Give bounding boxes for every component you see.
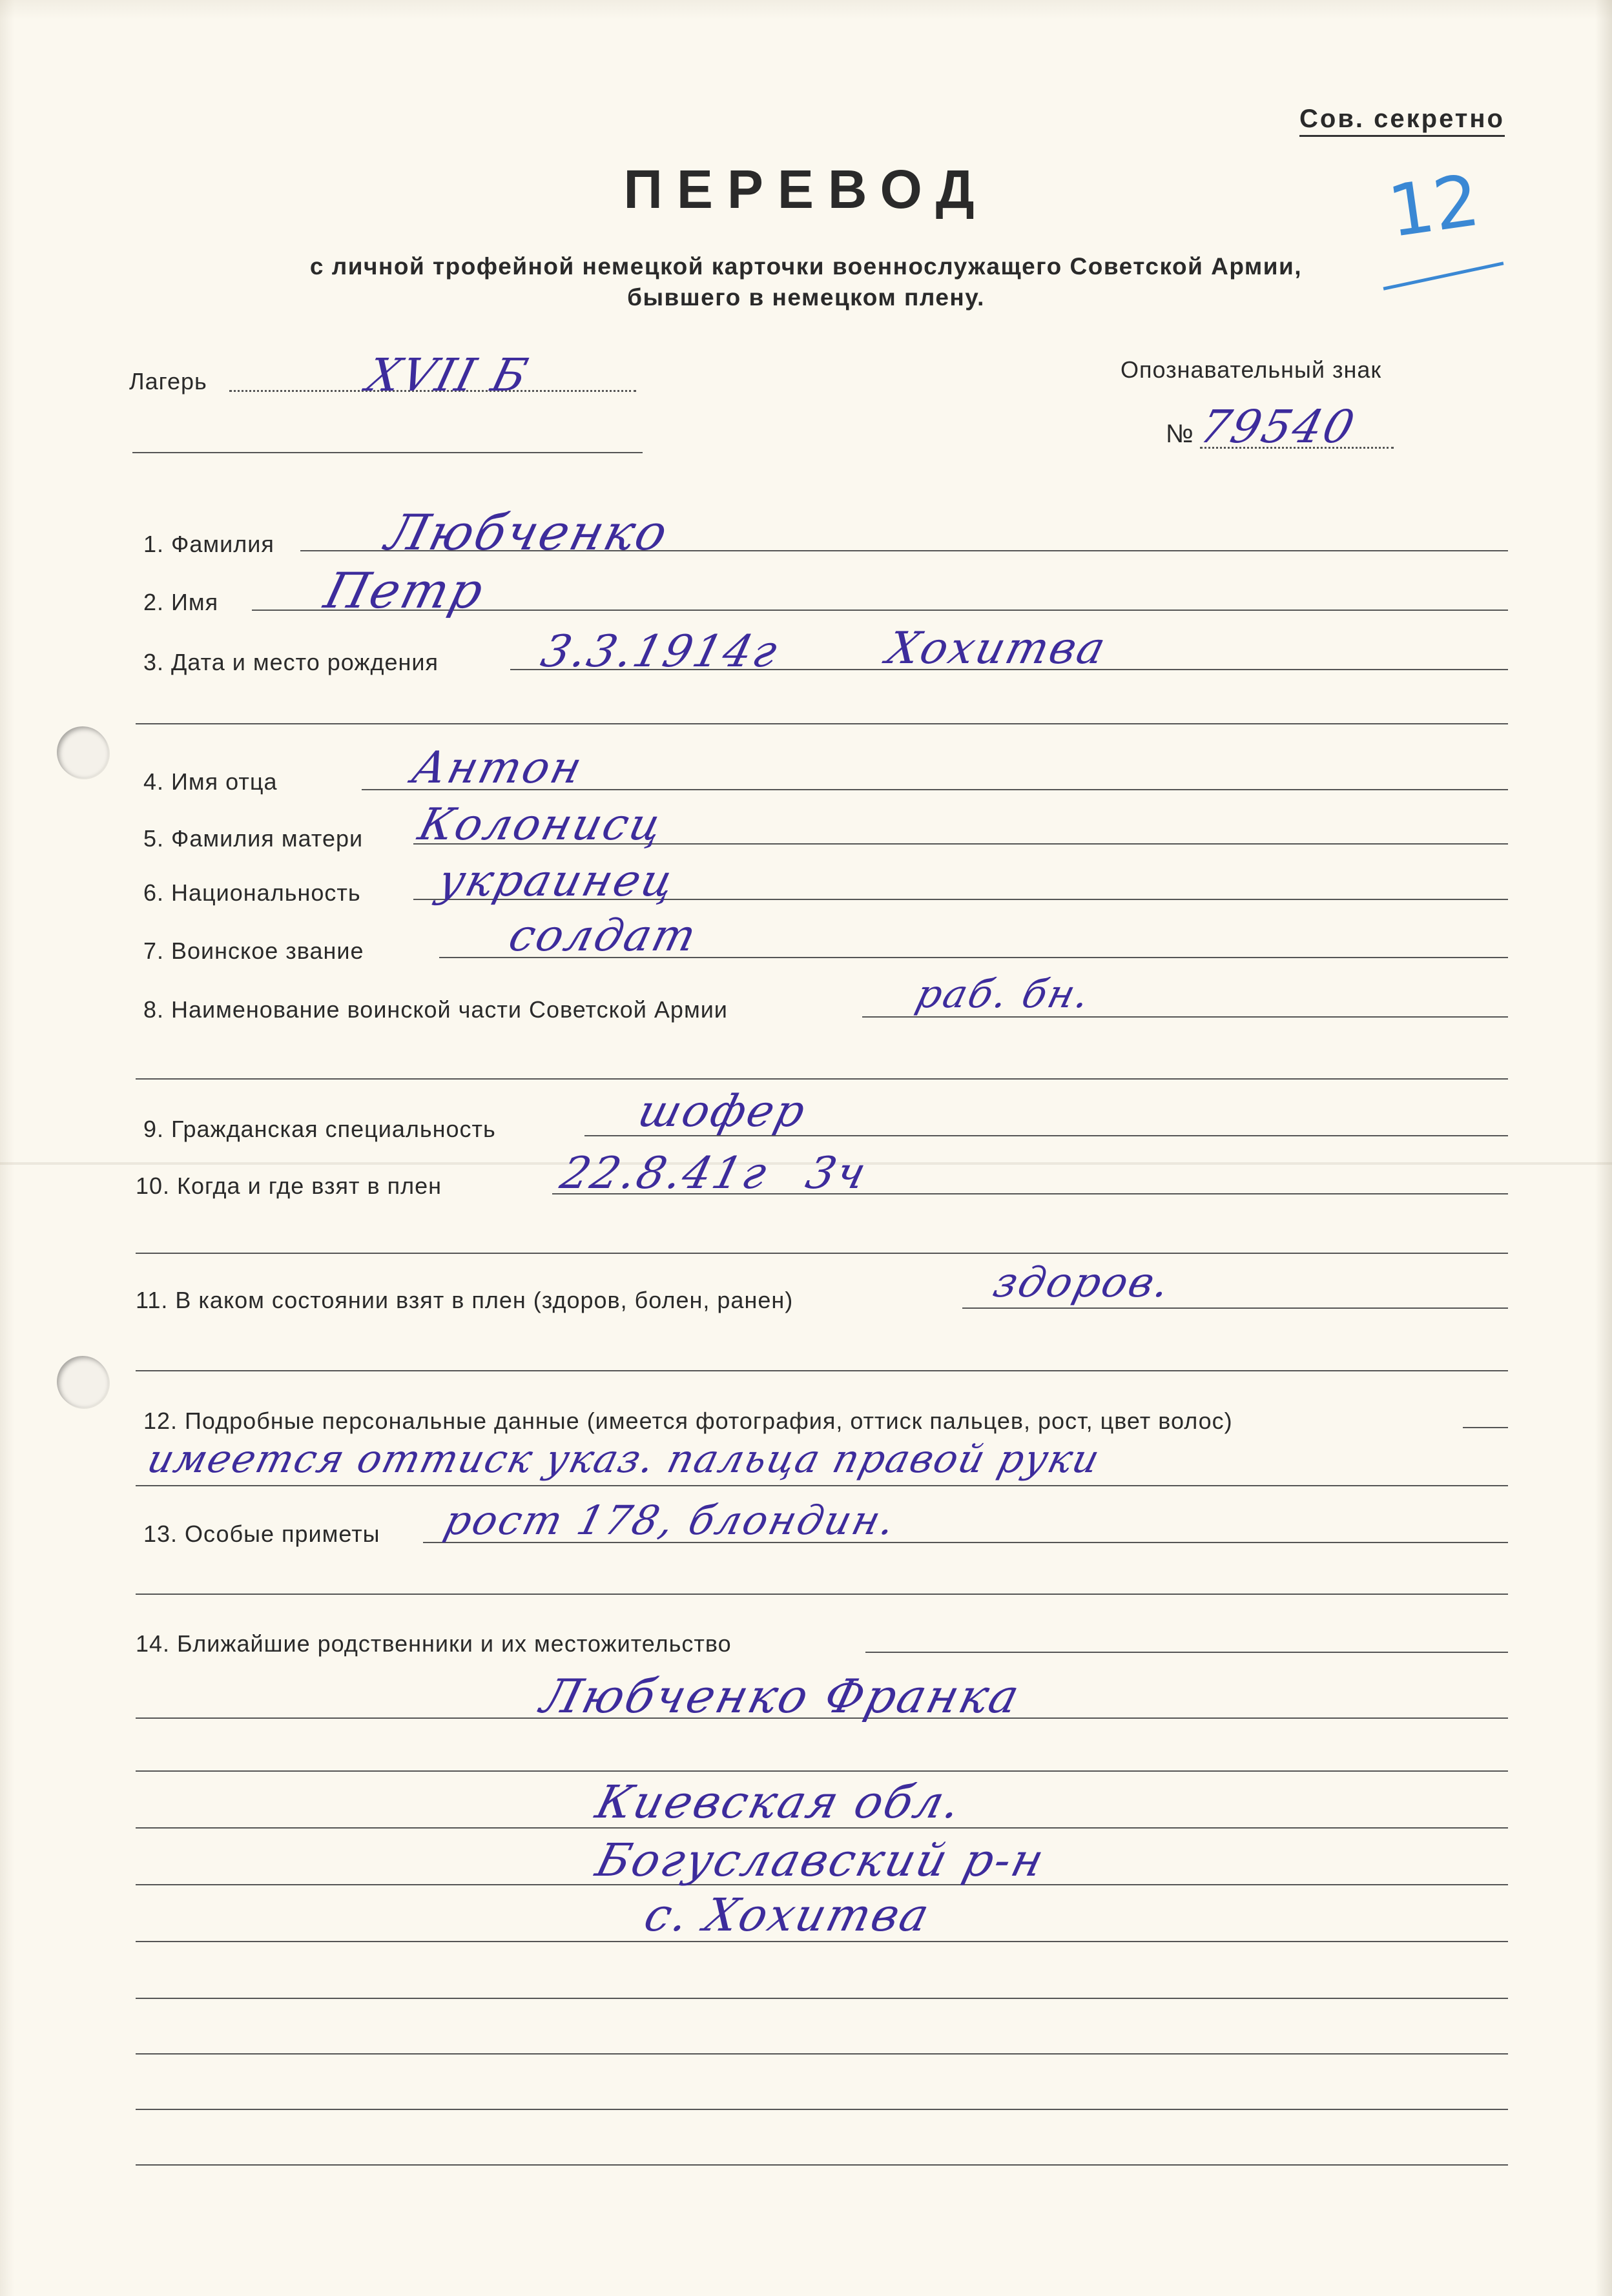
field-12-label: 12. Подробные персональные данные (имеется фотография, оттиск пальцев, рост, цвет волос) (143, 1408, 1233, 1434)
field-8-continuation-line (136, 1078, 1508, 1080)
camp-value: XVII Б (361, 349, 535, 402)
field-11-label: 11. В каком состоянии взят в плен (здоров, болен, ранен) (136, 1287, 794, 1313)
field-3-label: 3. Дата и место рождения (143, 649, 439, 675)
field-14-line-9 (136, 2109, 1508, 2110)
field-11-continuation-line (136, 1370, 1508, 1371)
id-tag-value: 79540 (1194, 400, 1361, 453)
field-14-address-line-2: Богуславский р-н (590, 1834, 1051, 1887)
field-12-value: имеется оттиск указ. пальца правой руки (143, 1437, 1106, 1482)
subtitle-line-2: бывшего в немецком плену. (627, 284, 985, 311)
field-14-relative-value: Любченко Франка (535, 1669, 1027, 1723)
field-11-value: здоров. (988, 1259, 1177, 1307)
field-10-label: 10. Когда и где взят в плен (136, 1173, 442, 1199)
field-3-continuation-line (136, 723, 1508, 724)
field-3-date-value: 3.3.1914г (536, 626, 785, 677)
field-10-place-value: 3ч (801, 1148, 873, 1199)
field-1-label: 1. Фамилия (143, 531, 274, 557)
field-8-value: раб. бн. (911, 972, 1096, 1017)
field-9-value: шофер (633, 1086, 812, 1137)
field-11-line (962, 1307, 1508, 1309)
field-1-value: Любченко (380, 504, 676, 561)
camp-label: Лагерь (129, 368, 207, 395)
punch-hole (57, 726, 108, 778)
subtitle-line-1: с личной трофейной немецкой карточки военнослужащего Советской Армии, (309, 253, 1303, 280)
id-tag-label: Опознавательный знак (1121, 356, 1382, 383)
camp-extra-line (132, 452, 643, 453)
field-13-value: рост 178, блондин. (439, 1497, 902, 1544)
field-9-label: 9. Гражданская специальность (143, 1116, 496, 1142)
field-4-value: Антон (407, 743, 589, 794)
document-title: ПЕРЕВОД (623, 159, 989, 220)
field-8-label: 8. Наименование воинской части Советской Армии (143, 996, 728, 1023)
field-14-line-8 (136, 2053, 1508, 2055)
id-tag-number-sign: № (1166, 420, 1194, 448)
field-2-value: Петр (318, 562, 491, 619)
classification-stamp: Сов. секретно (1299, 105, 1505, 137)
field-10-continuation-line (136, 1253, 1508, 1254)
field-7-label: 7. Воинское звание (143, 938, 364, 964)
field-10-date-value: 22.8.41г (555, 1148, 774, 1199)
field-14-address-line-3: с. Хохитва (639, 1889, 936, 1942)
field-13-continuation-line (136, 1594, 1508, 1595)
paper-fold-line (0, 1162, 1612, 1165)
field-14-label: 14. Ближайшие родственники и их местожительство (136, 1630, 732, 1657)
field-12-continuation-line (136, 1485, 1508, 1486)
field-6-value: украинец (433, 856, 681, 907)
field-7-value: солдат (504, 910, 703, 961)
field-14-line (865, 1652, 1508, 1653)
field-13-label: 13. Особые приметы (143, 1521, 380, 1547)
field-14-line-7 (136, 1998, 1508, 1999)
field-14-address-line-1: Киевская обл. (590, 1776, 968, 1829)
field-4-label: 4. Имя отца (143, 768, 278, 795)
field-5-value: Колонисц (413, 799, 669, 850)
field-14-line-3 (136, 1770, 1508, 1772)
field-2-label: 2. Имя (143, 589, 219, 615)
field-5-label: 5. Фамилия матери (143, 825, 364, 852)
field-6-label: 6. Национальность (143, 879, 361, 906)
field-12-line (1463, 1427, 1508, 1428)
field-3-place-value: Хохитва (882, 623, 1112, 674)
field-14-line-10 (136, 2164, 1508, 2166)
punch-hole (57, 1356, 108, 1408)
sheet-number: 12 (1383, 158, 1485, 254)
